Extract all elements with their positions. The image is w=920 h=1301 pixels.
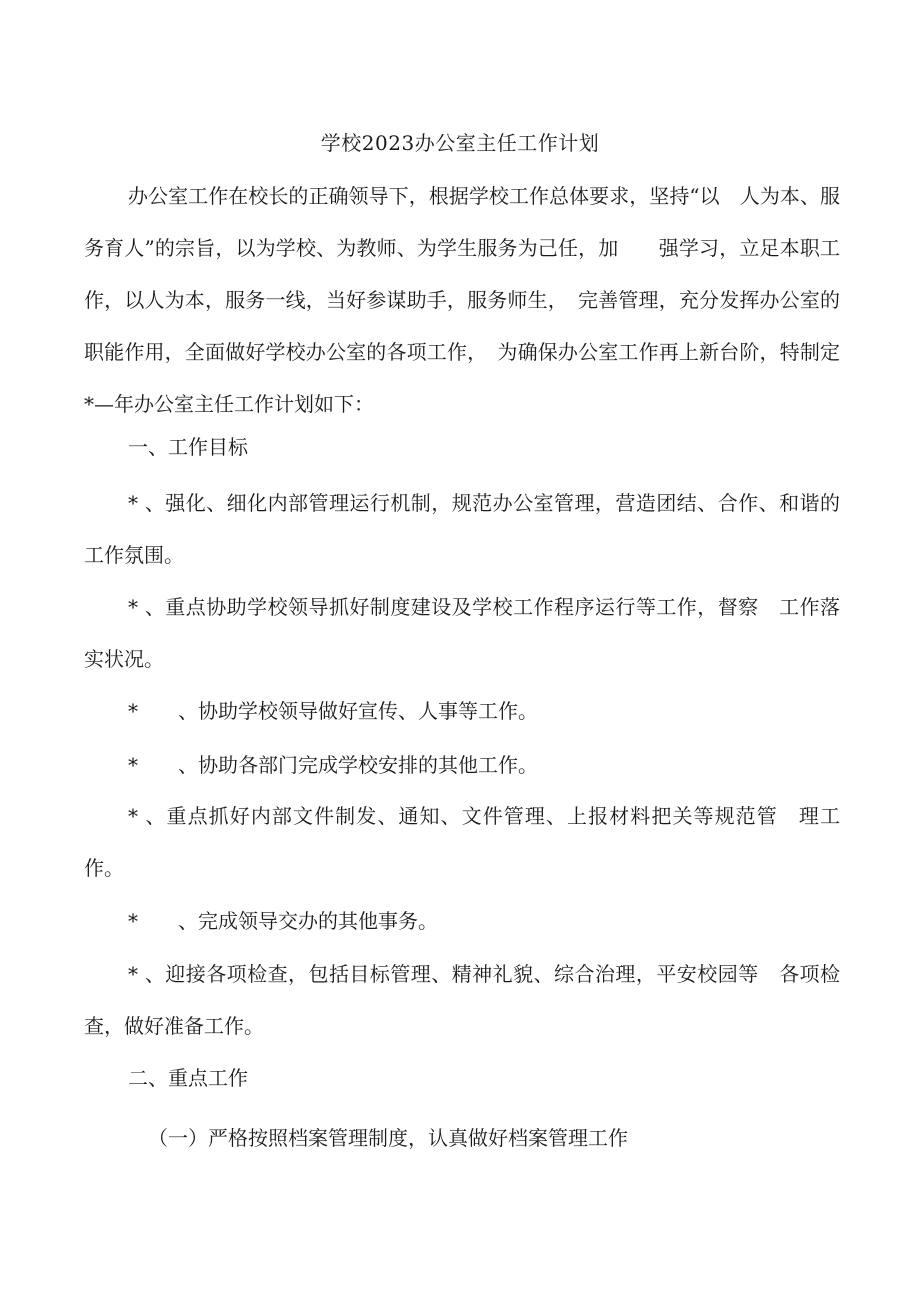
subsection-heading: （一）严格按照档案管理制度，认真做好档案管理工作 <box>148 1126 628 1150</box>
document-title: 学校2023办公室主任工作计划 <box>320 131 600 155</box>
goal-item: * 、协助各部门完成学校安排的其他工作。 <box>128 753 538 777</box>
goal-item: * 、迎接各项检查，包括目标管理、精神礼貌、综合治理，平安校园等 各项检查，做好准备工作。 <box>84 962 840 1038</box>
section-heading-goals: 一、工作目标 <box>128 435 248 459</box>
goal-item: * 、重点协助学校领导抓好制度建设及学校工作程序运行等工作，督察 工作落实状况。 <box>84 595 840 671</box>
section-heading-key-work: 二、重点工作 <box>128 1066 248 1090</box>
goal-item: * 、强化、细化内部管理运行机制，规范办公室管理，营造团结、合作、和谐的工作氛围。 <box>84 491 840 567</box>
intro-paragraph: 办公室工作在校长的正确领导下，根据学校工作总体要求，坚持“以 人为本、服务育人”的宗旨，以为学校、为教师、为学生服务为己任，加 强学习，立足本职工作，以人为本，服务一线，当好参谋助手，服务师生， 完善管理，充分发挥办公室的职能作用，全面做好学校办公室的各项工作， 为确保办公室工作再上新台阶，特制定*—年办公室主任工作计划如下： <box>84 184 840 416</box>
goal-item: * 、完成领导交办的其他事务。 <box>128 909 438 933</box>
goal-item: * 、重点抓好内部文件制发、通知、文件管理、上报材料把关等规范管 理工作。 <box>84 804 840 880</box>
goal-item: * 、协助学校领导做好宣传、人事等工作。 <box>128 699 538 723</box>
